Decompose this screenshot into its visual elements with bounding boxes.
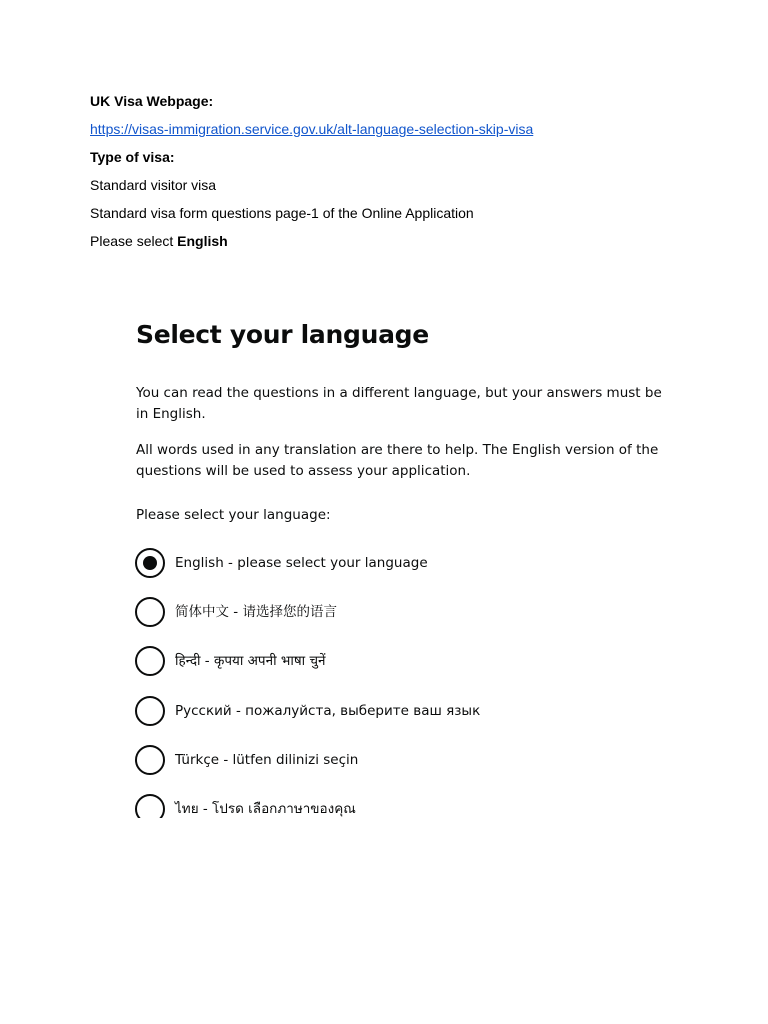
page-title: Select your language (136, 320, 429, 349)
language-selection-screenshot (120, 300, 680, 818)
radio-button-chinese[interactable] (135, 597, 165, 627)
visa-type-label: Type of visa: (90, 149, 175, 165)
language-option-thai[interactable] (135, 794, 655, 818)
instruction-prefix: Please select (90, 233, 178, 249)
language-option-label[interactable]: ไทย - โปรด เลือกภาษาของคุณ (175, 801, 356, 817)
language-option-label[interactable]: English - please select your language (175, 555, 428, 571)
language-option-hindi[interactable] (135, 646, 655, 678)
language-option-label[interactable]: Русский - пожалуйста, выберите ваш язык (175, 703, 481, 719)
form-description: Standard visa form questions page-1 of the Online Application (90, 205, 474, 221)
language-option-label[interactable]: 简体中文 - 请选择您的语言 (175, 604, 337, 620)
radio-button-thai[interactable] (135, 794, 165, 818)
language-option-label[interactable]: हिन्दी - कृपया अपनी भाषा चुनें (175, 653, 326, 669)
radio-button-hindi[interactable] (135, 646, 165, 676)
language-option-label[interactable]: Türkçe - lütfen dilinizi seçin (175, 752, 359, 768)
instruction-emphasis: English (177, 233, 228, 249)
language-option-turkish[interactable] (135, 745, 655, 777)
radio-selected-dot (143, 556, 157, 570)
language-option-russian[interactable] (135, 696, 655, 728)
webpage-url-link[interactable]: https://visas-immigration.service.gov.uk/alt-language-selection-skip-visa (90, 121, 534, 137)
webpage-label: UK Visa Webpage: (90, 93, 214, 109)
radio-button-english[interactable] (135, 548, 165, 578)
radio-button-russian[interactable] (135, 696, 165, 726)
translation-note-paragraph: All words used in any translation are there to help. The English version of the questions will be used to assess your application. (136, 442, 659, 479)
radio-button-turkish[interactable] (135, 745, 165, 775)
intro-paragraph: You can read the questions in a different language, but your answers must be in English. (136, 385, 662, 422)
language-option-chinese[interactable] (135, 597, 655, 629)
language-option-english[interactable] (135, 548, 655, 580)
visa-type-value: Standard visitor visa (90, 177, 217, 193)
instruction-line (90, 232, 228, 250)
language-prompt: Please select your language: (136, 507, 331, 523)
